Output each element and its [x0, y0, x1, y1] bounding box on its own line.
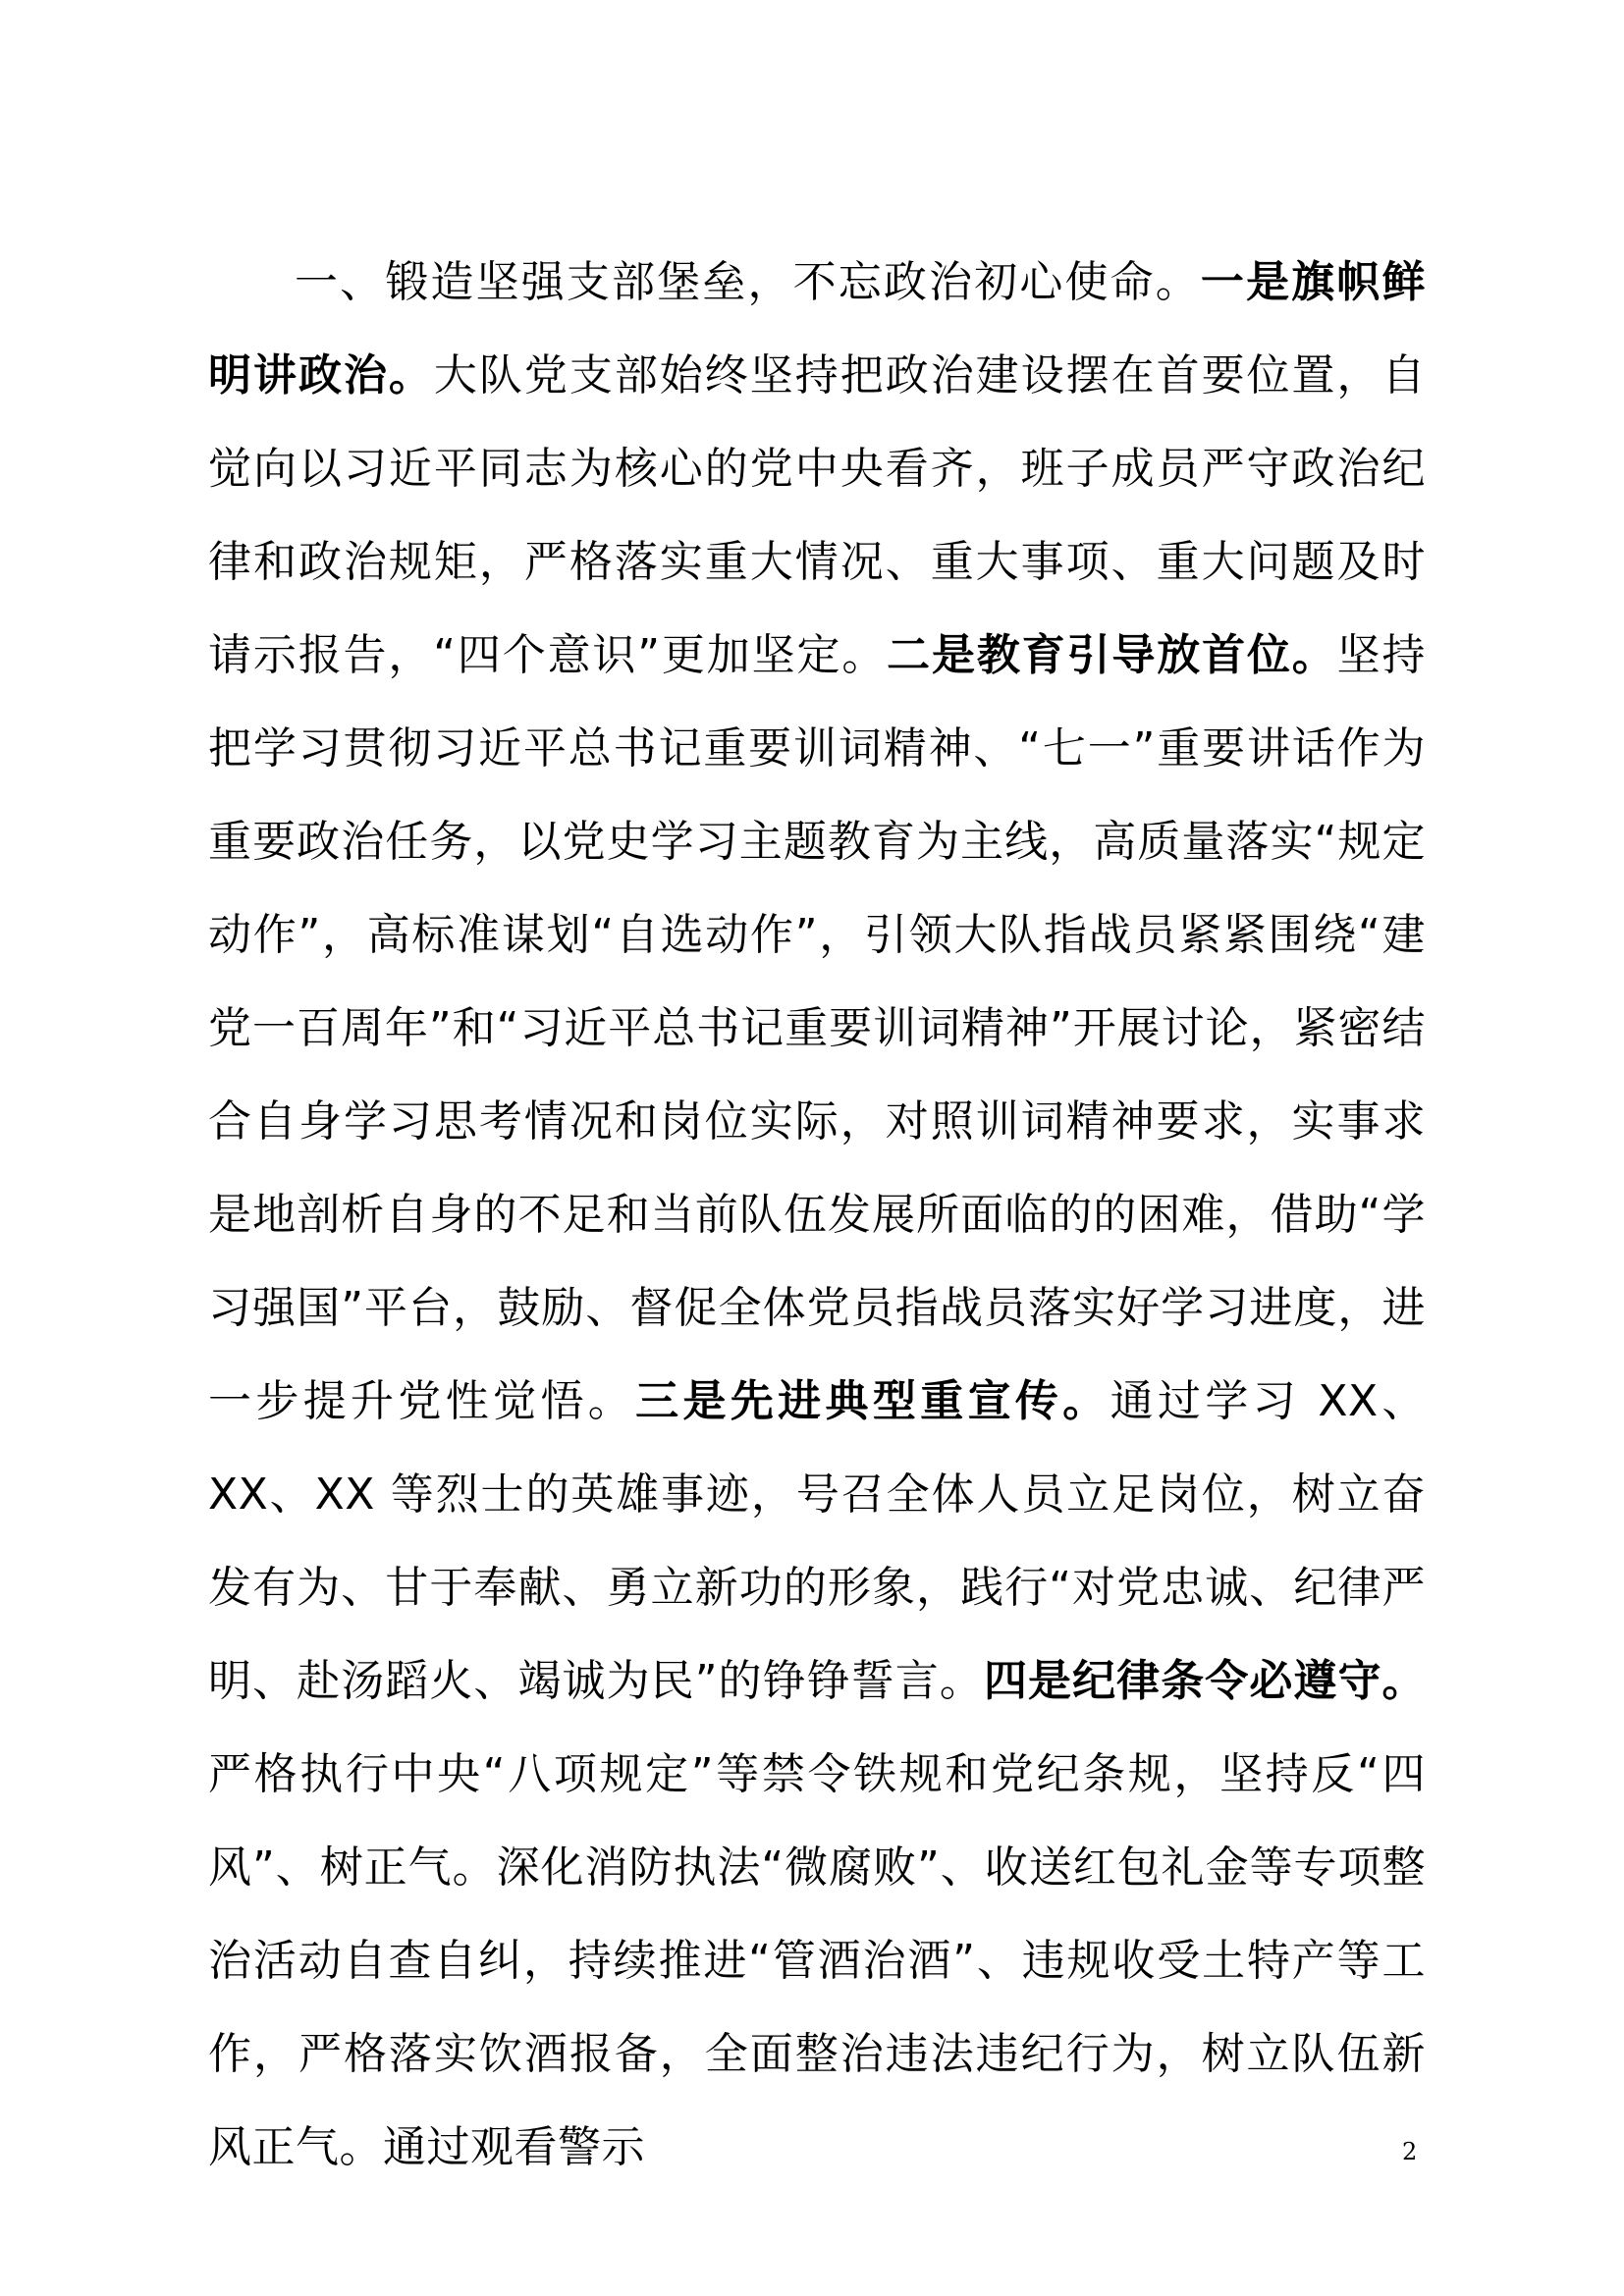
- point-one-text: 大队党支部始终坚持把政治建设摆在首要位置，自觉向以习近平同志为核心的党中央看齐，班子成员严守政治纪律和政治规矩，严格落实重大情况、重大事项、重大问题及时请示报告，“四个意识”更加坚定。: [208, 350, 1427, 680]
- section-heading-text: 一、锻造坚强支部堡垒，不忘政治初心使命。: [295, 257, 1201, 307]
- point-one-heading: 一是旗帜鲜明讲政治。: [208, 257, 1427, 400]
- page-number: 2: [1402, 2138, 1418, 2165]
- point-three-heading: 三是先进典型重宣传。: [635, 1376, 1110, 1426]
- point-three-text: 通过学习 XX、XX、XX 等烈士的英雄事迹，号召全体人员立足岗位，树立奋发有为、甘于奉献、勇立新功的形象，践行“对党忠诚、纪律严明、赴汤蹈火、竭诚为民”的铮铮誓言。: [208, 1376, 1427, 1706]
- point-two-heading: 二是教育引导放首位。: [887, 630, 1337, 680]
- point-four-heading: 四是纪律条令必遵守。: [983, 1656, 1427, 1706]
- point-two-text: 坚持把学习贯彻习近平总书记重要训词精神、“七一”重要讲话作为重要政治任务，以党史学习主题教育为主线，高质量落实“规定动作”，高标准谋划“自选动作”，引领大队指战员紧紧围绕“建党一百周年”和“习近平总书记重要训词精神”开展讨论，紧密结合自身学习思考情况和岗位实际，对照训词精神要求，实事求是地剖析自身的不足和当前队伍发展所面临的的困难，借助“学习强国”平台，鼓励、督促全体党员指战员落实好学习进度，进一步提升党性觉悟。: [208, 630, 1427, 1426]
- point-four-text: 严格执行中央“八项规定”等禁令铁规和党纪条规，坚持反“四风”、树正气。深化消防执法“微腐败”、收送红包礼金等专项整治活动自查自纠，持续推进“管酒治酒”、违规收受土特产等工作，严格落实饮酒报备，全面整治违法违纪行为，树立队伍新风正气。通过观看警示: [208, 1749, 1426, 2172]
- body-paragraph: [208, 236, 1426, 2194]
